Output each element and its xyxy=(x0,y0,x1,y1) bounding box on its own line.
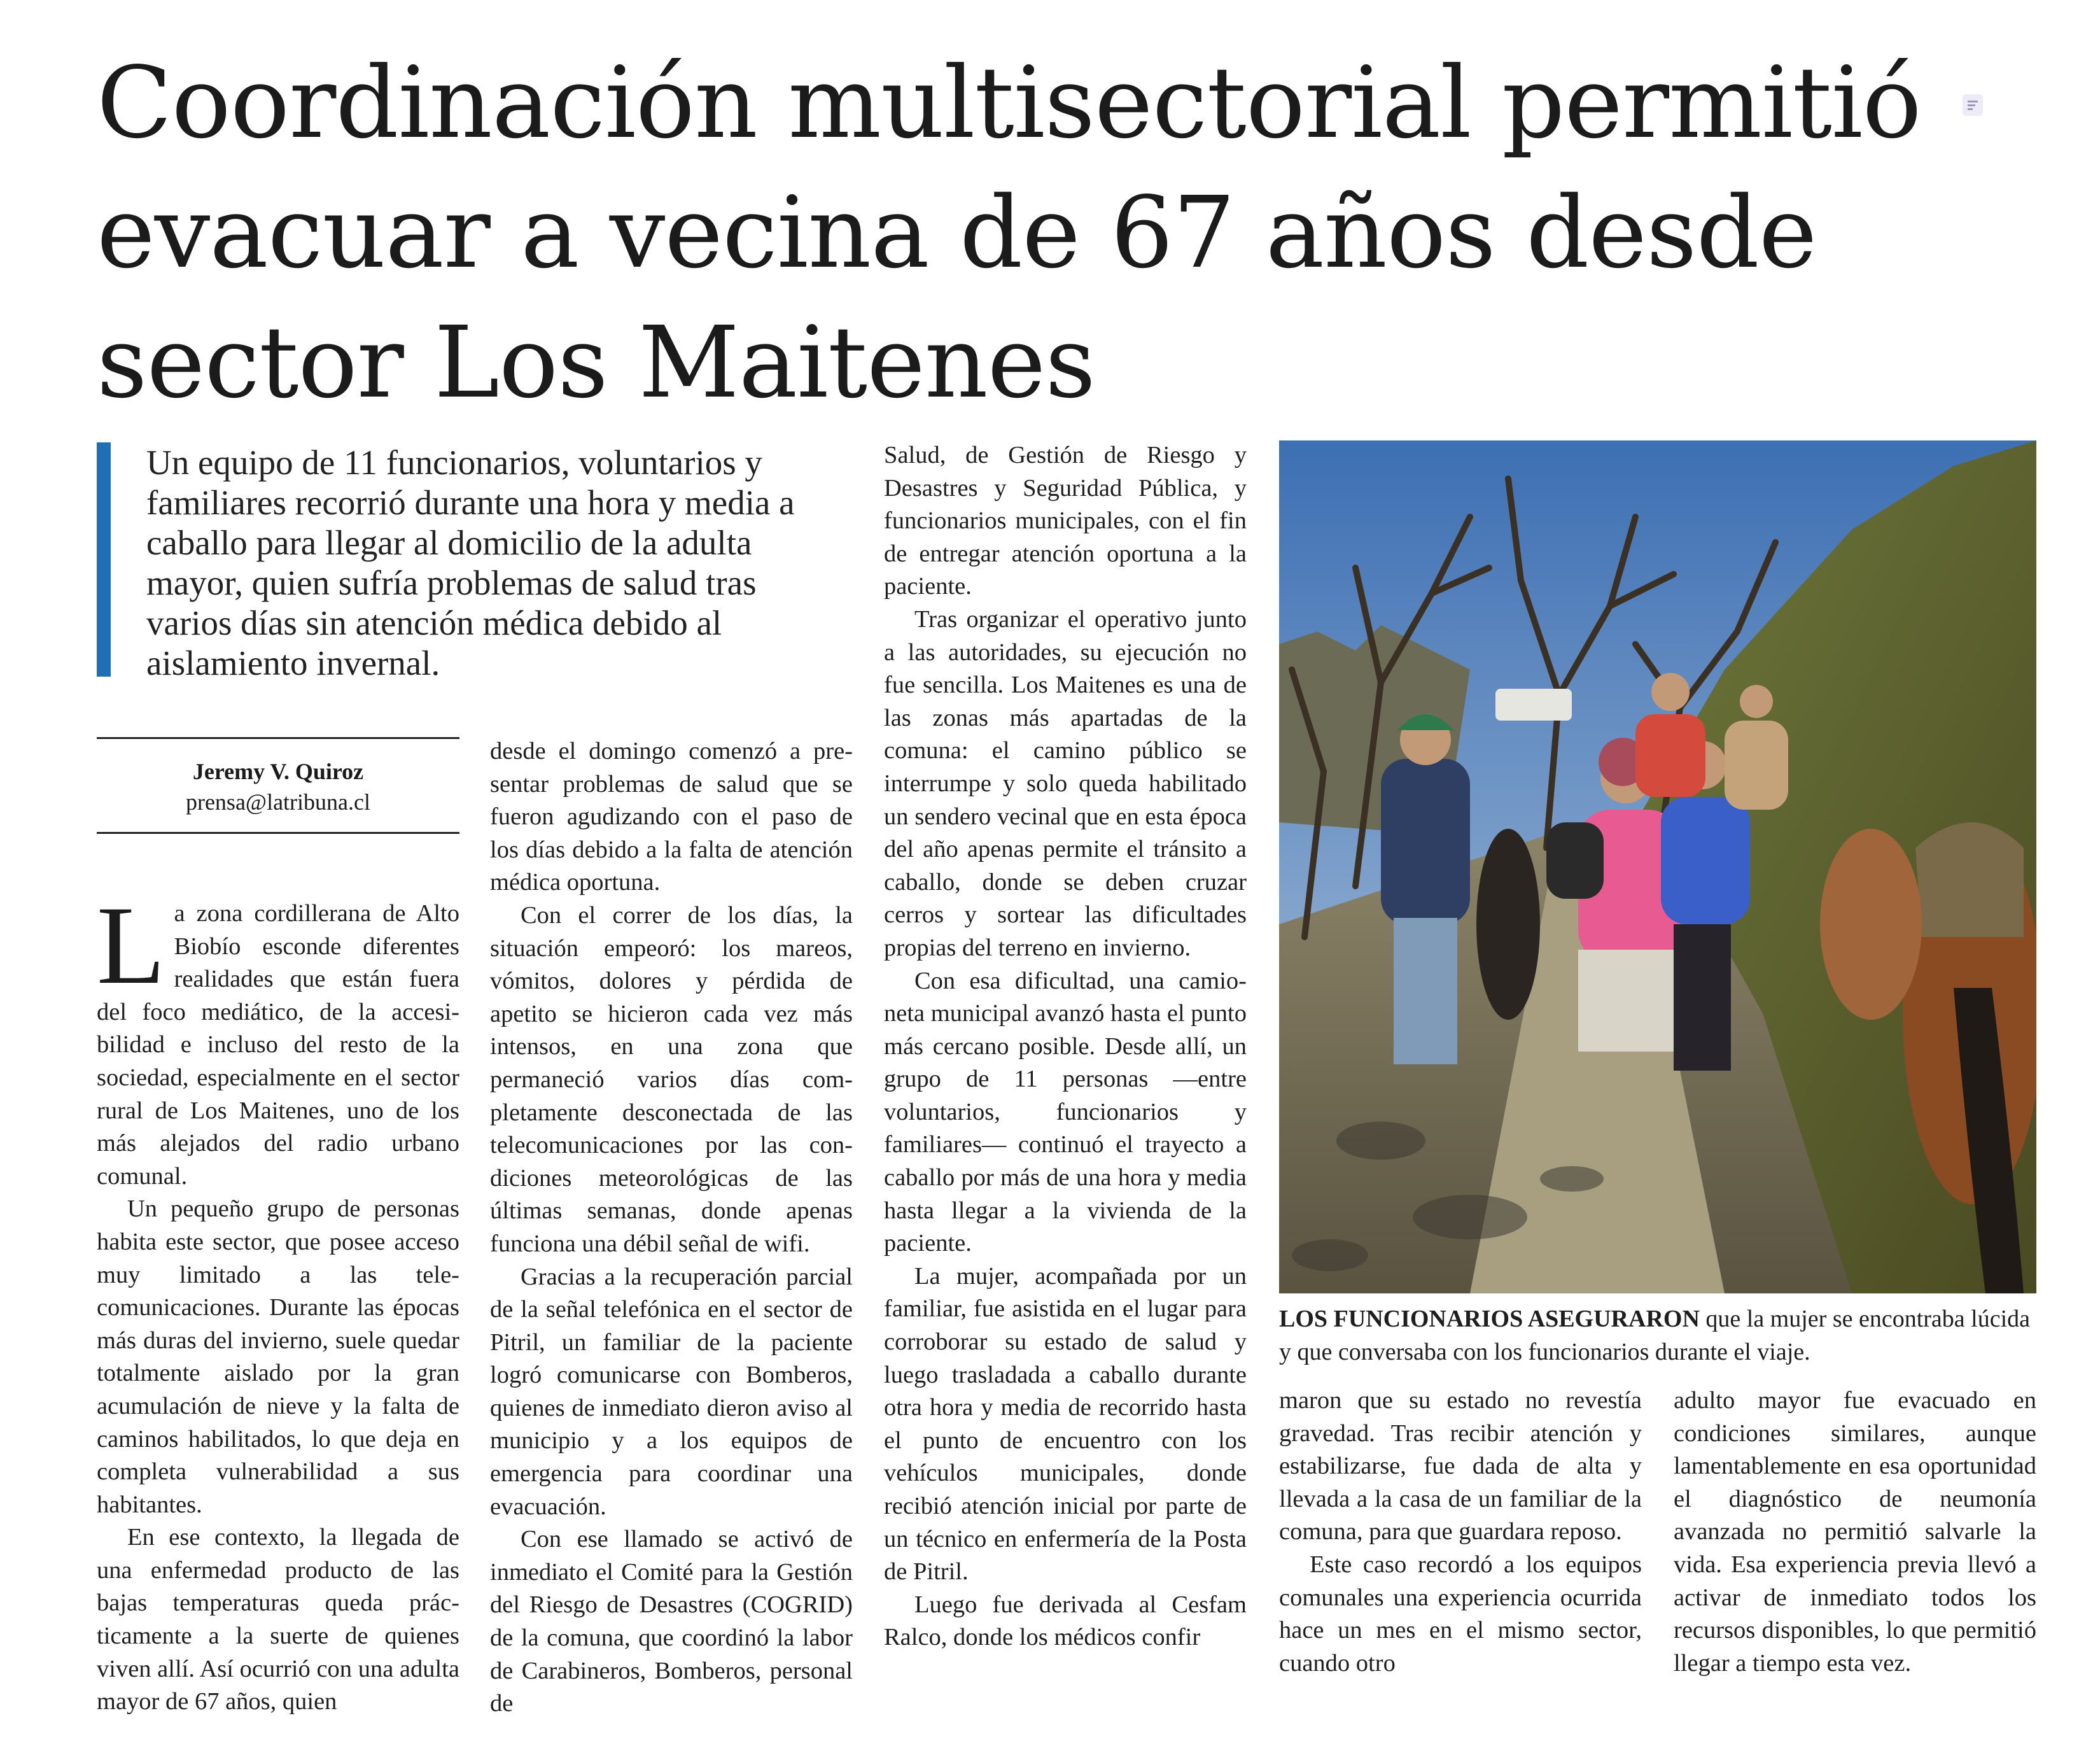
byline xyxy=(97,737,459,834)
body-paragraph: Un pequeño grupo de personas habita este sector, que posee acceso muy limitado a las telecomunicaciones. Durante las épocas más duras del invierno, suele quedar totalmente aislado por la gran acumulación de nieve y la falta de caminos habilitados, lo que deja en completa vulnerabilidad a sus habitantes. xyxy=(97,1195,459,1518)
article-column-4 xyxy=(1279,1384,1642,1680)
body-paragraph: Salud, de Gestión de Riesgo y Desastres y Seguridad Pública, y funcionarios municipales, con el fin de entregar atención oportuna a la paciente. xyxy=(884,442,1247,600)
photo-caption xyxy=(1279,1303,2036,1369)
body-paragraph: Gracias a la recuperación parcial de la señal telefónica en el sector de Pitril, un familiar de la paciente logró comunicarse con Bomberos, quienes de inmediato dieron aviso al municipio y a los equipos de emergencia para coordinar una evacuación. xyxy=(490,1263,853,1520)
body-paragraph: La mujer, acompañada por un familiar, fue asistida en el lugar para corroborar su estado de salud y luego trasladada a caballo durante otra hora y media de recorrido hasta el punto de encuentro con los vehículos municipales, donde recibió atención inicial por parte de un técnico en enfermería de la Posta de Pitril. xyxy=(884,1262,1247,1586)
article-column-3 xyxy=(884,439,1247,1654)
caption-lead: LOS FUNCIONARIOS ASEGURARON xyxy=(1279,1306,1700,1332)
body-paragraph: Luego fue derivada al Cesfam Ralco, donde los médicos confir xyxy=(884,1591,1247,1651)
article-photo xyxy=(1279,440,2036,1293)
byline-author: Jeremy V. Quiroz xyxy=(192,759,364,784)
article-lead: Un equipo de 11 funcionarios, voluntarios y familiares recorrió durante una hora y media a caballo para llegar al domicilio de la adulta mayor, quien sufría problemas de salud tras varios días sin atención médica debido al aislamiento invernal. xyxy=(97,442,835,677)
note-icon[interactable] xyxy=(1963,94,1983,116)
body-paragraph: Con el correr de los días, la situación empeoró: los mareos, vómitos, dolores y pérdida de apetito se hicieron cada vez más intensos, en una zona que permaneció varios días completamente desconectada de las telecomunicaciones por las condiciones meteorológicas de las últimas semanas, donde apenas funciona una débil señal de wifi. xyxy=(490,901,853,1257)
body-paragraph: maron que su estado no revestía gravedad. Tras recibir atención y estabilizarse, fue dada de alta y llevada a la casa de un familiar de la comuna, para que guardara reposo. xyxy=(1279,1387,1642,1545)
byline-email: prensa@latribuna.cl xyxy=(185,789,371,815)
body-paragraph: adulto mayor fue evacuado en condiciones similares, aunque lamentablemente en esa oportunidad el diagnóstico de neumonía avanzada no permitió salvarle la vida. Esa experiencia previa llevó a activar de inmediato todos los recursos disponibles, lo que permitió llegar a tiempo esta vez. xyxy=(1674,1387,2036,1677)
body-paragraph: Con ese llamado se activó de inmediato el Comité para la Gestión del Riesgo de Desastres (COGRID) de la comuna, que coordinó la labor de Carabineros, Bomberos, personal de xyxy=(490,1526,853,1717)
body-paragraph: Este caso recordó a los equipos comunales una experiencia ocurrida hace un mes en el mismo sector, cuando otro xyxy=(1279,1551,1642,1677)
body-paragraph: En ese contexto, la llegada de una enfermedad producto de las bajas temperaturas queda prácticamente a la suerte de quienes viven allí. Así ocurrió con una adulta mayor de 67 años, quien xyxy=(97,1524,459,1715)
article-column-1 xyxy=(97,884,459,1719)
drop-cap: L xyxy=(97,884,165,1008)
article-column-5 xyxy=(1674,1384,2036,1680)
body-paragraph: Tras organizar el operativo junto a las autoridades, su ejecución no fue sencilla. Los Maitenes es una de las zonas más apartadas de la comuna: el camino público se interrumpe y solo queda habilitado un sendero vecinal que en esta época del año apenas permite el tránsito a caballo, donde se deben cruzar cerros y sortear las dificultades propias del terreno en invierno. xyxy=(884,605,1247,961)
headline: Coordinación multisectorial permitió evacuar a vecina de 67 años desde sector Los Maitenes xyxy=(97,45,1921,420)
article-column-2 xyxy=(490,735,853,1721)
body-paragraph: desde el domingo comenzó a presentar problemas de salud que se fueron agudizando con el paso de los días debido a la falta de atención médica oportuna. xyxy=(490,738,853,896)
caption-text: que la mujer se encontraba lúcida y que conversaba con los funcionarios durante el viaje. xyxy=(1279,1306,2030,1365)
body-paragraph: Con esa dificultad, una camioneta municipal avanzó hasta el punto más cercano posible. Desde allí, un grupo de 11 personas —entre voluntarios, funcionarios y familiares— continuó el trayecto a caballo por más de una hora y media hasta llegar a la vivienda de la paciente. xyxy=(884,967,1247,1257)
body-paragraph: La zona cordillerana de Alto Biobío esconde diferentes realidades que están fuera del foco mediático, de la accesibilidad e incluso del resto de la sociedad, especialmente en el sector rural de Los Maitenes, uno de los más alejados del radio urbano comunal. xyxy=(97,884,459,1190)
